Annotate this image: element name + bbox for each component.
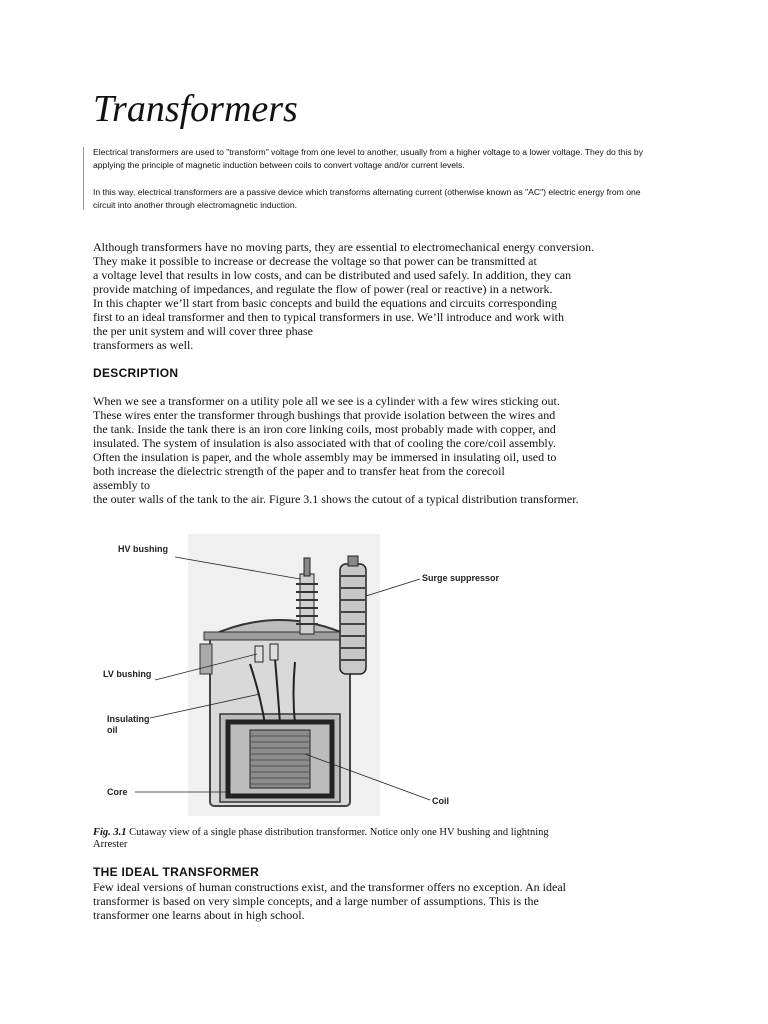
text-line: They make it possible to increase or decrease the voltage so that power can be transmitted at (93, 254, 537, 268)
text-line: transformer is based on very simple concepts, and a large number of assumptions. This is the (93, 894, 539, 908)
text-line: transformers as well. (93, 338, 194, 352)
text-line: transformer one learns about in high school. (93, 908, 305, 922)
intro-p1-line: Electrical transformers are used to "transform" voltage from one level to another, usually from a higher voltage to a lower voltage. They do this by (93, 147, 644, 157)
text-line: insulated. The system of insulation is also associated with that of cooling the core/coil assembly. (93, 436, 556, 450)
mounting-bracket (200, 644, 212, 674)
lid-rim (204, 632, 356, 640)
paragraph-overview (93, 240, 653, 352)
intro-paragraph-2 (93, 186, 693, 211)
label-lv-bushing: LV bushing (103, 669, 152, 679)
caption-text-line2: Arrester (93, 839, 128, 850)
intro-p2-line: In this way, electrical transformers are a passive device which transforms alternating current (otherwise known as "AC") electric energy from one (93, 187, 641, 197)
text-line: Although transformers have no moving parts, they are essential to electromechanical energy conversion. (93, 240, 594, 254)
label-coil: Coil (432, 796, 449, 806)
label-surge-suppressor: Surge suppressor (422, 573, 500, 583)
label-insulating-oil-1: Insulating (107, 714, 150, 724)
text-line: the per unit system and will cover three phase (93, 324, 313, 338)
surge-suppressor (340, 556, 366, 674)
transformer-cutaway-figure (100, 534, 520, 816)
text-line: provide matching of impedances, and regulate the flow of power (real or reactive) in a network. (93, 282, 553, 296)
text-line: the outer walls of the tank to the air. Figure 3.1 shows the cutout of a typical distribution transformer. (93, 492, 579, 506)
page-title: Transformers (93, 88, 298, 130)
section-heading-ideal-transformer: THE IDEAL TRANSFORMER (93, 865, 260, 879)
text-line: Few ideal versions of human constructions exist, and the transformer offers no exception. An ideal (93, 880, 566, 894)
section-heading-description: DESCRIPTION (93, 366, 179, 380)
intro-p1-line: applying the principle of magnetic induction between coils to convert voltage and/or current levels. (93, 159, 465, 170)
paragraph-description (93, 394, 653, 506)
text-line: assembly to (93, 478, 150, 492)
coil (250, 730, 310, 788)
text-line: These wires enter the transformer through bushings that provide isolation between the wires and (93, 408, 556, 422)
intro-paragraph-1 (93, 146, 693, 171)
text-line: In this chapter we’ll start from basic concepts and build the equations and circuits corresponding (93, 296, 557, 310)
text-line: first to an ideal transformer and then to typical transformers in use. We’ll introduce and work with (93, 310, 565, 324)
caption-text: Cutaway view of a single phase distribution transformer. Notice only one HV bushing and lightning (126, 827, 549, 838)
intro-p2-line: circuit into another through electromagnetic induction. (93, 199, 297, 210)
figure-caption (93, 827, 613, 851)
label-insulating-oil-2: oil (107, 725, 118, 735)
text-line: both increase the dielectric strength of the paper and to transfer heat from the corecoil (93, 464, 505, 478)
intro-margin-rule (83, 147, 84, 210)
paragraph-ideal-transformer (93, 880, 653, 922)
text-line: When we see a transformer on a utility pole all we see is a cylinder with a few wires sticking out. (93, 394, 560, 408)
figure-number: Fig. 3.1 (93, 827, 127, 838)
label-core: Core (107, 787, 128, 797)
label-hv-bushing: HV bushing (118, 544, 168, 554)
text-line: Often the insulation is paper, and the whole assembly may be immersed in insulating oil, used to (93, 450, 557, 464)
text-line: a voltage level that results in low costs, and can be distributed and used safely. In addition, they can (93, 268, 572, 282)
text-line: the tank. Inside the tank there is an iron core linking coils, most probably made with copper, and (93, 422, 556, 436)
